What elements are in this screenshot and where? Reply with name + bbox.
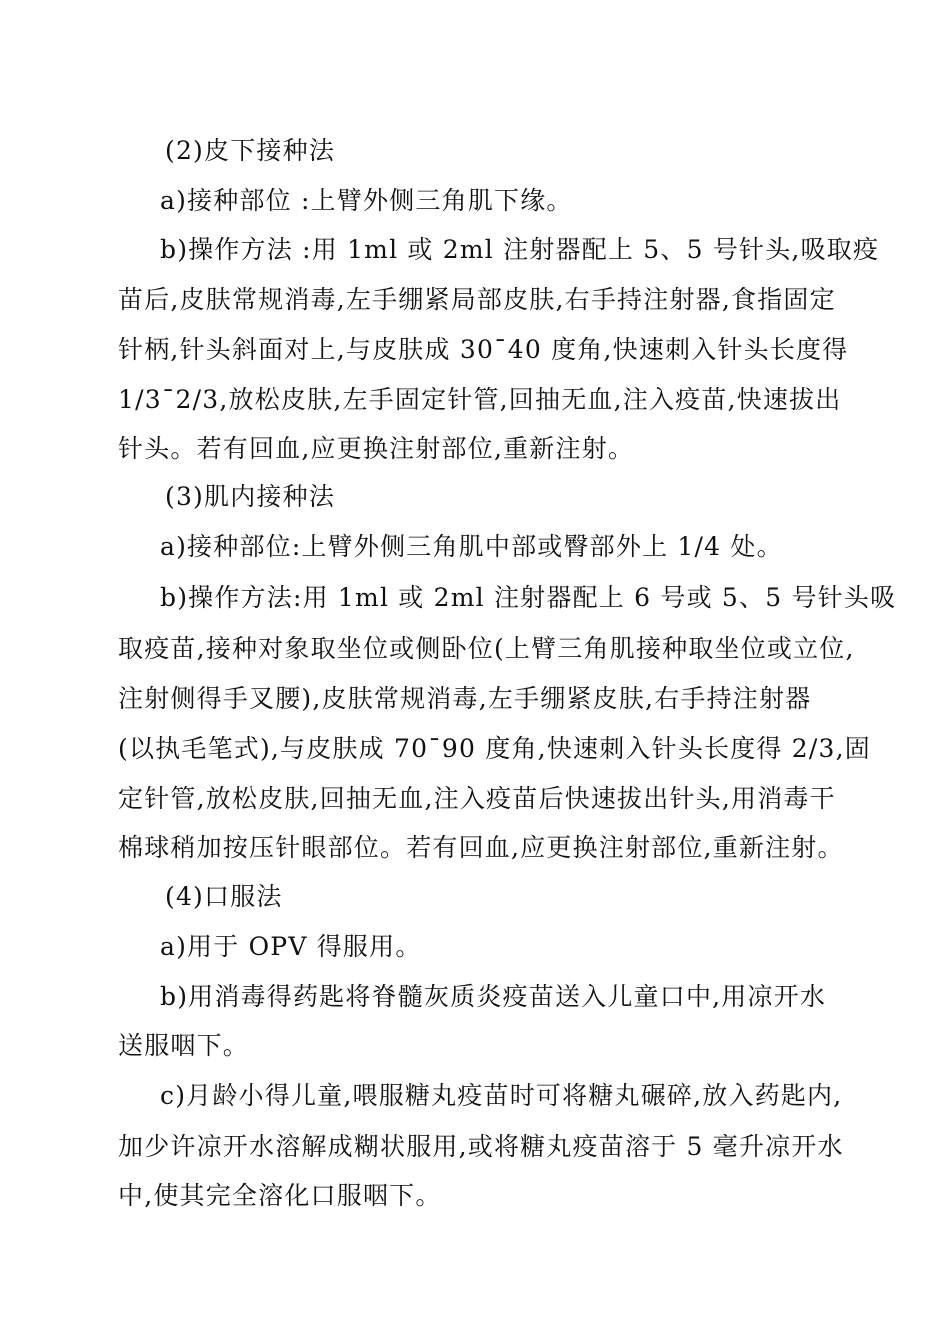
paragraph-line: b)用消毒得药匙将脊髓灰质炎疫苗送入儿童口中,用凉开水 xyxy=(160,982,827,1011)
paragraph-line: 苗后,皮肤常规消毒,左手绷紧局部皮肤,右手持注射器,食指固定 xyxy=(118,285,836,314)
paragraph-line: c)月龄小得儿童,喂服糖丸疫苗时可将糖丸碾碎,放入药匙内, xyxy=(160,1081,843,1110)
heading-subcutaneous-injection: (2)皮下接种法 xyxy=(165,136,336,165)
paragraph-line: a)接种部位:上臂外侧三角肌中部或臀部外上 1/4 处。 xyxy=(160,532,783,561)
heading-intramuscular-injection: (3)肌内接种法 xyxy=(165,482,336,511)
heading-oral-administration: (4)口服法 xyxy=(165,882,283,911)
paragraph-line: 棉球稍加按压针眼部位。若有回血,应更换注射部位,重新注射。 xyxy=(118,833,844,862)
paragraph-line: 取疫苗,接种对象取坐位或侧卧位(上臂三角肌接种取坐位或立位, xyxy=(118,634,855,663)
paragraph-line: b)操作方法 :用 1ml 或 2ml 注射器配上 5、5 号针头,吸取疫 xyxy=(160,235,880,264)
paragraph-line: 定针管,放松皮肤,回抽无血,注入疫苗后快速拔出针头,用消毒干 xyxy=(118,784,836,813)
paragraph-line: 中,使其完全溶化口服咽下。 xyxy=(118,1181,442,1210)
paragraph-line: b)操作方法:用 1ml 或 2ml 注射器配上 6 号或 5、5 号针头吸 xyxy=(160,583,897,612)
paragraph-line: 针柄,针头斜面对上,与皮肤成 30¯40 度角,快速刺入针头长度得 xyxy=(118,335,849,364)
paragraph-line: (以执毛笔式),与皮肤成 70¯90 度角,快速刺入针头长度得 2/3,固 xyxy=(118,734,871,763)
paragraph-line: 送服咽下。 xyxy=(118,1031,250,1060)
paragraph-line: 针头。若有回血,应更换注射部位,重新注射。 xyxy=(118,434,635,463)
paragraph-line: 注射侧得手叉腰),皮肤常规消毒,左手绷紧皮肤,右手持注射器 xyxy=(118,684,812,713)
paragraph-line: 加少许凉开水溶解成糊状服用,或将糖丸疫苗溶于 5 毫升凉开水 xyxy=(118,1132,844,1161)
paragraph-line: a)用于 OPV 得服用。 xyxy=(160,932,422,961)
paragraph-line: a)接种部位 :上臂外侧三角肌下缘。 xyxy=(160,186,573,215)
paragraph-line: 1/3¯2/3,放松皮肤,左手固定针管,回抽无血,注入疫苗,快速拔出 xyxy=(118,385,842,414)
